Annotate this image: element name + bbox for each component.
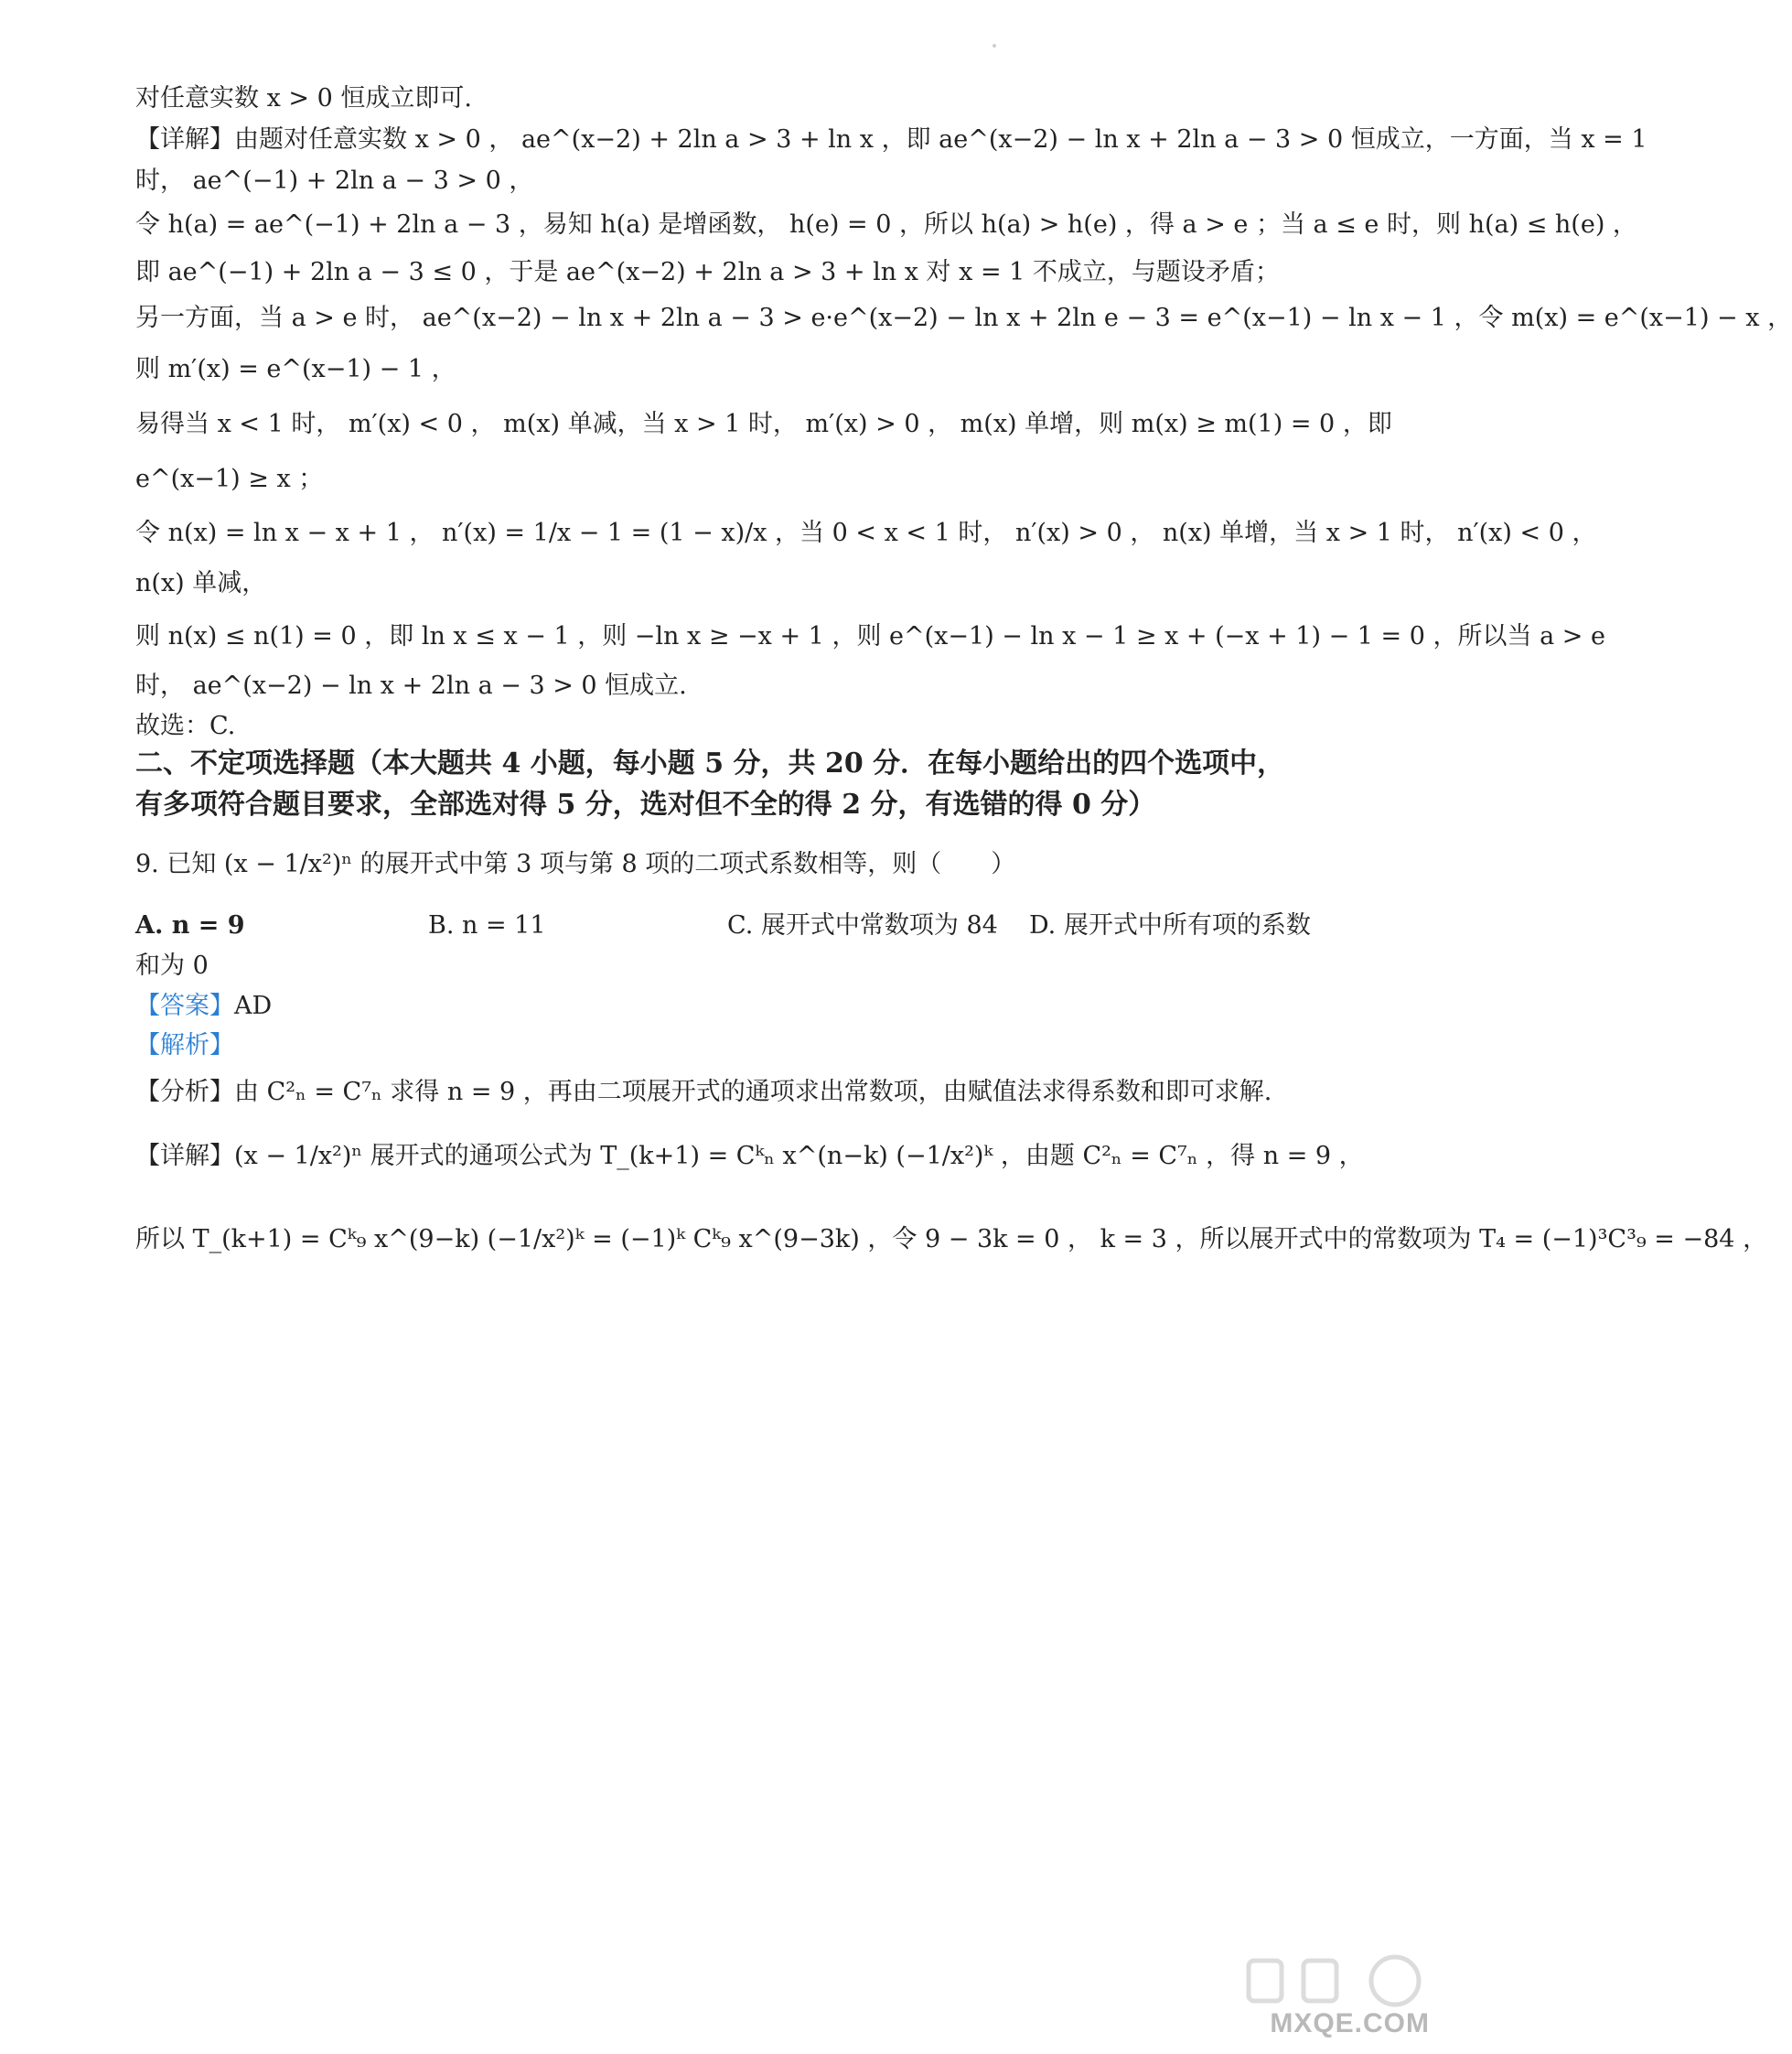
text-line: 易得当 x < 1 时， m′(x) < 0 ， m(x) 单减，当 x > 1 时， m′(x) > 0 ， m(x) 单增，则 m(x) ≥ m(1) = 0 ，即 — [135, 410, 1392, 438]
text-line: 令 h(a) = ae^(−1) + 2ln a − 3 ，易知 h(a) 是增函数， h(e) = 0 ，所以 h(a) > h(e) ，得 a > e ；当 a ≤ e 时，则 h(a) ≤ h(e) ， — [135, 210, 1637, 239]
text-line: 则 n(x) ≤ n(1) = 0 ，即 ln x ≤ x − 1 ，则 −ln x ≥ −x + 1 ，则 e^(x−1) − ln x − 1 ≥ x + (−x + 1) − 1 = 0 ，所以当 a > e — [135, 622, 1605, 651]
detail-line — [135, 1138, 1364, 1175]
analysis-line — [135, 1074, 1325, 1111]
section-heading: 有多项符合题目要求，全部选对得 5 分，选对但不全的得 2 分，有选错的得 0 分） — [135, 789, 1156, 821]
option-a: A. n = 9 — [135, 911, 245, 940]
detail-text: (x − 1/x²)ⁿ 展开式的通项公式为 T_(k+1) = Cᵏₙ x^(n−k) (−1/x²)ᵏ ，由题 C²ₙ = C⁷ₙ ，得 n = 9 ， — [234, 1142, 1364, 1170]
answer-tag: 【答案】 — [135, 992, 234, 1020]
analysis-subtag: 【分析】 — [135, 1078, 234, 1106]
option-b: B. n = 11 — [428, 911, 546, 940]
text-line: 对任意实数 x > 0 恒成立即可. — [135, 84, 472, 113]
analysis-tag: 【解析】 — [135, 1031, 234, 1059]
question-9: 9. 已知 (x − 1/x²)ⁿ 的展开式中第 3 项与第 8 项的二项式系数相等，则（ ） — [135, 850, 1016, 878]
option-d: D. 展开式中所有项的系数 — [1029, 911, 1311, 940]
answer-line — [135, 988, 1325, 1025]
text-line: 时， ae^(x−2) − ln x + 2ln a − 3 > 0 恒成立. — [135, 672, 687, 700]
answer-text: AD — [234, 992, 273, 1020]
text-line: 令 n(x) = ln x − x + 1 ， n′(x) = 1/x − 1 = (1 − x)/x ，当 0 < x < 1 时， n′(x) > 0 ， n(x) 单增，当 x > 1 时， n′(x) < 0 ， — [135, 519, 1597, 547]
section-heading: 二、不定项选择题（本大题共 4 小题，每小题 5 分，共 20 分．在每小题给出的四个选项中， — [135, 747, 1285, 780]
detail-tag: 【详解】 — [135, 1142, 234, 1170]
text-line: 时， ae^(−1) + 2ln a − 3 > 0 ， — [135, 167, 534, 195]
text-line: 故选：C. — [135, 712, 236, 740]
text-line: n(x) 单减， — [135, 569, 267, 597]
detail-tag: 【详解】 — [135, 125, 234, 154]
watermark-text: MXQE.COM — [1270, 2008, 1430, 2038]
text-line: 另一方面，当 a > e 时， ae^(x−2) − ln x + 2ln a − 3 > e·e^(x−2) − ln x + 2ln e − 3 = e^(x−1) − ln x − 1 ，令 m(x) = e^(x−1) − x ， — [135, 304, 1792, 332]
scan-dot — [993, 44, 996, 48]
text-line: 则 m′(x) = e^(x−1) − 1 ， — [135, 355, 456, 383]
text-line: 所以 T_(k+1) = Cᵏ₉ x^(9−k) (−1/x²)ᵏ = (−1)ᵏ Cᵏ₉ x^(9−3k) ，令 9 − 3k = 0 ， k = 3 ，所以展开式中的常数项为 T₄ = (−1)³C³₉ = −84 ， — [135, 1225, 1768, 1253]
text-line: 即 ae^(−1) + 2ln a − 3 ≤ 0 ，于是 ae^(x−2) + 2ln a > 3 + ln x 对 x = 1 不成立，与题设矛盾； — [135, 258, 1280, 286]
option-c: C. 展开式中常数项为 84 — [727, 911, 998, 940]
text-line — [135, 122, 1647, 158]
analysis-text: 由 C²ₙ = C⁷ₙ 求得 n = 9 ，再由二项展开式的通项求出常数项，由赋值法求得系数和即可求解. — [234, 1078, 1272, 1106]
option-d-cont: 和为 0 — [135, 952, 209, 980]
detail-text: 由题对任意实数 x > 0 ， ae^(x−2) + 2ln a > 3 + ln x ，即 ae^(x−2) − ln x + 2ln a − 3 > 0 恒成立，一方面，当 x = 1 — [234, 125, 1647, 154]
text-line: e^(x−1) ≥ x ； — [135, 465, 324, 493]
